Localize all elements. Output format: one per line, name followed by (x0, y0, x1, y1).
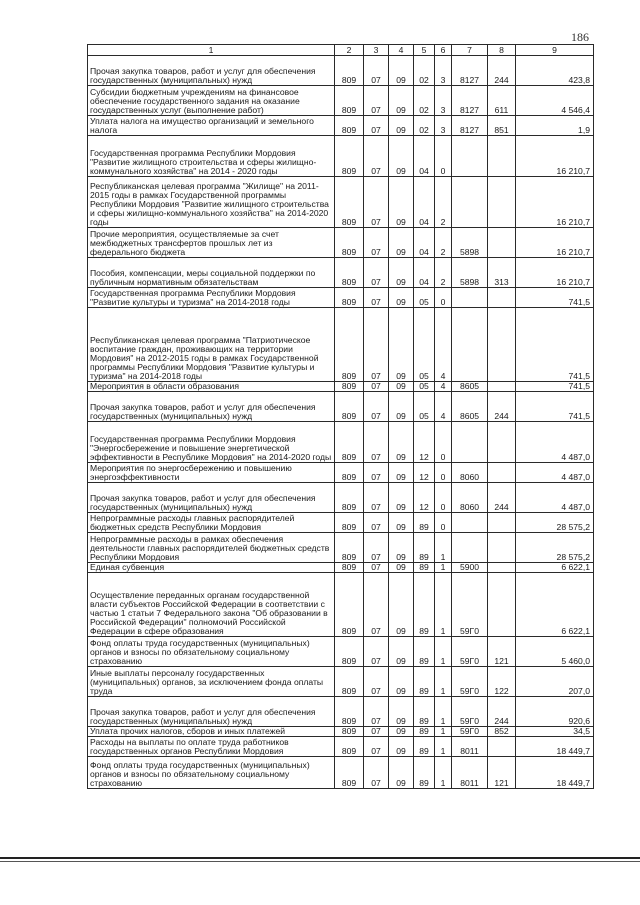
amount-cell: 741,5 (516, 288, 594, 308)
code-cell-3: 07 (364, 56, 389, 86)
code-cell-4: 09 (389, 116, 414, 136)
column-header: 9 (516, 45, 594, 56)
code-cell-5: 04 (414, 136, 435, 177)
code-cell-8: 244 (488, 56, 516, 86)
code-cell-6: 1 (435, 757, 452, 789)
code-cell-6: 1 (435, 727, 452, 737)
row-name-cell: Расходы на выплаты по оплате труда работников государственных органов Республики Мордовия (88, 737, 335, 757)
column-header: 1 (88, 45, 335, 56)
code-cell-8: 121 (488, 637, 516, 667)
code-cell-4: 09 (389, 563, 414, 573)
table-row (88, 513, 594, 533)
code-cell-5: 89 (414, 667, 435, 697)
code-cell-7: 8127 (452, 116, 488, 136)
code-cell-4: 09 (389, 757, 414, 789)
amount-cell: 6 622,1 (516, 563, 594, 573)
amount-cell: 741,5 (516, 308, 594, 382)
code-cell-4: 09 (389, 422, 414, 463)
column-header: 2 (335, 45, 364, 56)
code-cell-3: 07 (364, 667, 389, 697)
page-number: 186 (571, 30, 589, 44)
table-row (88, 392, 594, 422)
row-name-cell: Прочая закупка товаров, работ и услуг для обеспечения государственных (муниципальных) нужд (88, 483, 335, 513)
column-header: 3 (364, 45, 389, 56)
code-cell-6: 1 (435, 637, 452, 667)
row-name-cell: Республиканская целевая программа "Патриотическое воспитание граждан, проживающих на территории Мордовия" на 2012-2015 годы в рамках Государственной программы Республики Мордовия "Развитие культуры и туризма" на 2014-2018 годы (88, 308, 335, 382)
code-cell-2: 809 (335, 382, 364, 392)
code-cell-7: 8011 (452, 757, 488, 789)
table-row (88, 288, 594, 308)
budget-table (87, 44, 594, 789)
code-cell-4: 09 (389, 382, 414, 392)
amount-cell: 6 622,1 (516, 573, 594, 637)
code-cell-6: 0 (435, 422, 452, 463)
row-name-cell: Пособия, компенсации, меры социальной поддержки по публичным нормативным обязательствам (88, 258, 335, 288)
code-cell-4: 09 (389, 667, 414, 697)
code-cell-8 (488, 563, 516, 573)
amount-cell: 4 546,4 (516, 86, 594, 116)
code-cell-3: 07 (364, 737, 389, 757)
code-cell-5: 04 (414, 177, 435, 228)
code-cell-2: 809 (335, 667, 364, 697)
table-row (88, 258, 594, 288)
code-cell-2: 809 (335, 697, 364, 727)
code-cell-5: 89 (414, 737, 435, 757)
code-cell-7: 59Г0 (452, 697, 488, 727)
row-name-cell: Субсидии бюджетным учреждениям на финансовое обеспечение государственного задания на оказание государственных услуг (выполнение работ) (88, 86, 335, 116)
amount-cell: 4 487,0 (516, 422, 594, 463)
row-name-cell: Осуществление переданных органам государственной власти субъектов Российской Федерации в соответствии с частью 1 статьи 7 Федерального закона "Об образовании в Российской Федерации" полномочий Российской Федерации в сфере образования (88, 573, 335, 637)
row-name-cell: Единая субвенция (88, 563, 335, 573)
code-cell-7: 59Г0 (452, 637, 488, 667)
code-cell-7: 8605 (452, 392, 488, 422)
code-cell-3: 07 (364, 727, 389, 737)
column-header: 7 (452, 45, 488, 56)
code-cell-6: 3 (435, 86, 452, 116)
table-row (88, 56, 594, 86)
code-cell-5: 02 (414, 116, 435, 136)
row-name-cell: Государственная программа Республики Мордовия "Развитие культуры и туризма" на 2014-2018 годы (88, 288, 335, 308)
code-cell-8 (488, 177, 516, 228)
code-cell-6: 3 (435, 56, 452, 86)
table-row (88, 136, 594, 177)
code-cell-4: 09 (389, 86, 414, 116)
code-cell-7 (452, 422, 488, 463)
code-cell-2: 809 (335, 637, 364, 667)
amount-cell: 18 449,7 (516, 737, 594, 757)
code-cell-7 (452, 308, 488, 382)
code-cell-7 (452, 513, 488, 533)
code-cell-5: 89 (414, 563, 435, 573)
code-cell-6: 2 (435, 228, 452, 258)
amount-cell: 28 575,2 (516, 513, 594, 533)
table-row (88, 737, 594, 757)
amount-cell: 34,5 (516, 727, 594, 737)
code-cell-8: 851 (488, 116, 516, 136)
code-cell-6: 0 (435, 136, 452, 177)
code-cell-8: 313 (488, 258, 516, 288)
table-row (88, 637, 594, 667)
code-cell-6: 0 (435, 463, 452, 483)
code-cell-6: 2 (435, 258, 452, 288)
code-cell-3: 07 (364, 392, 389, 422)
code-cell-3: 07 (364, 116, 389, 136)
code-cell-8 (488, 288, 516, 308)
code-cell-8 (488, 308, 516, 382)
code-cell-7 (452, 533, 488, 563)
table-row (88, 228, 594, 258)
amount-cell: 741,5 (516, 392, 594, 422)
code-cell-5: 89 (414, 573, 435, 637)
code-cell-8: 244 (488, 697, 516, 727)
code-cell-2: 809 (335, 513, 364, 533)
row-name-cell: Прочая закупка товаров, работ и услуг для обеспечения государственных (муниципальных) нужд (88, 56, 335, 86)
amount-cell: 4 487,0 (516, 463, 594, 483)
code-cell-2: 809 (335, 228, 364, 258)
code-cell-8 (488, 463, 516, 483)
code-cell-7: 8060 (452, 483, 488, 513)
code-cell-8: 122 (488, 667, 516, 697)
code-cell-7 (452, 136, 488, 177)
code-cell-2: 809 (335, 288, 364, 308)
row-name-cell: Иные выплаты персоналу государственных (муниципальных) органов, за исключением фонда оплаты труда (88, 667, 335, 697)
row-name-cell: Прочая закупка товаров, работ и услуг для обеспечения государственных (муниципальных) нужд (88, 697, 335, 727)
table-row (88, 573, 594, 637)
amount-cell: 423,8 (516, 56, 594, 86)
code-cell-5: 89 (414, 533, 435, 563)
code-cell-4: 09 (389, 573, 414, 637)
code-cell-3: 07 (364, 422, 389, 463)
code-cell-7: 8605 (452, 382, 488, 392)
code-cell-6: 0 (435, 483, 452, 513)
code-cell-8: 244 (488, 392, 516, 422)
row-name-cell: Мероприятия в области образования (88, 382, 335, 392)
code-cell-4: 09 (389, 258, 414, 288)
code-cell-3: 07 (364, 513, 389, 533)
code-cell-7: 5898 (452, 258, 488, 288)
code-cell-2: 809 (335, 533, 364, 563)
code-cell-5: 05 (414, 392, 435, 422)
code-cell-2: 809 (335, 258, 364, 288)
code-cell-3: 07 (364, 483, 389, 513)
code-cell-6: 1 (435, 563, 452, 573)
row-name-cell: Мероприятия по энергосбережению и повышению энергоэффективности (88, 463, 335, 483)
amount-cell: 207,0 (516, 667, 594, 697)
code-cell-4: 09 (389, 228, 414, 258)
row-name-cell: Фонд оплаты труда государственных (муниципальных) органов и взносы по обязательному социальному страхованию (88, 637, 335, 667)
code-cell-3: 07 (364, 258, 389, 288)
row-name-cell: Прочие мероприятия, осуществляемые за счет межбюджетных трансфертов прошлых лет из федерального бюджета (88, 228, 335, 258)
code-cell-4: 09 (389, 697, 414, 727)
code-cell-5: 12 (414, 483, 435, 513)
code-cell-6: 2 (435, 177, 452, 228)
code-cell-2: 809 (335, 56, 364, 86)
code-cell-8 (488, 533, 516, 563)
table-row (88, 533, 594, 563)
code-cell-6: 1 (435, 533, 452, 563)
code-cell-3: 07 (364, 136, 389, 177)
code-cell-2: 809 (335, 573, 364, 637)
code-cell-3: 07 (364, 288, 389, 308)
code-cell-7: 59Г0 (452, 727, 488, 737)
code-cell-7: 8127 (452, 56, 488, 86)
code-cell-3: 07 (364, 563, 389, 573)
amount-cell: 16 210,7 (516, 136, 594, 177)
table-row (88, 382, 594, 392)
row-name-cell: Непрограммные расходы главных распорядителей бюджетных средств Республики Мордовия (88, 513, 335, 533)
table-row (88, 727, 594, 737)
code-cell-5: 89 (414, 513, 435, 533)
table-row (88, 463, 594, 483)
code-cell-8 (488, 422, 516, 463)
table-row (88, 177, 594, 228)
code-cell-6: 4 (435, 308, 452, 382)
scan-border-line (0, 861, 640, 862)
code-cell-2: 809 (335, 422, 364, 463)
table-row (88, 667, 594, 697)
code-cell-2: 809 (335, 177, 364, 228)
row-name-cell: Уплата прочих налогов, сборов и иных платежей (88, 727, 335, 737)
code-cell-7: 8060 (452, 463, 488, 483)
amount-cell: 28 575,2 (516, 533, 594, 563)
code-cell-6: 0 (435, 288, 452, 308)
code-cell-7 (452, 288, 488, 308)
amount-cell: 4 487,0 (516, 483, 594, 513)
code-cell-3: 07 (364, 177, 389, 228)
code-cell-5: 89 (414, 697, 435, 727)
code-cell-4: 09 (389, 637, 414, 667)
code-cell-4: 09 (389, 727, 414, 737)
code-cell-5: 89 (414, 637, 435, 667)
code-cell-2: 809 (335, 563, 364, 573)
code-cell-3: 07 (364, 463, 389, 483)
code-cell-8 (488, 737, 516, 757)
table-row (88, 116, 594, 136)
code-cell-2: 809 (335, 463, 364, 483)
code-cell-2: 809 (335, 757, 364, 789)
code-cell-6: 0 (435, 513, 452, 533)
amount-cell: 16 210,7 (516, 258, 594, 288)
code-cell-4: 09 (389, 737, 414, 757)
code-cell-4: 09 (389, 513, 414, 533)
code-cell-8 (488, 382, 516, 392)
code-cell-8 (488, 228, 516, 258)
code-cell-6: 1 (435, 667, 452, 697)
code-cell-3: 07 (364, 308, 389, 382)
code-cell-5: 89 (414, 757, 435, 789)
code-cell-5: 05 (414, 308, 435, 382)
row-name-cell: Непрограммные расходы в рамках обеспечения деятельности главных распорядителей бюджетных средств Республики Мордовия (88, 533, 335, 563)
code-cell-4: 09 (389, 56, 414, 86)
code-cell-2: 809 (335, 116, 364, 136)
amount-cell: 5 460,0 (516, 637, 594, 667)
code-cell-3: 07 (364, 382, 389, 392)
code-cell-7: 5900 (452, 563, 488, 573)
amount-cell: 16 210,7 (516, 177, 594, 228)
code-cell-5: 04 (414, 258, 435, 288)
code-cell-2: 809 (335, 737, 364, 757)
row-name-cell: Уплата налога на имущество организаций и земельного налога (88, 116, 335, 136)
code-cell-5: 02 (414, 86, 435, 116)
code-cell-4: 09 (389, 308, 414, 382)
code-cell-8 (488, 136, 516, 177)
amount-cell: 1,9 (516, 116, 594, 136)
code-cell-3: 07 (364, 228, 389, 258)
code-cell-4: 09 (389, 392, 414, 422)
table-row (88, 757, 594, 789)
code-cell-4: 09 (389, 463, 414, 483)
code-cell-6: 4 (435, 392, 452, 422)
code-cell-8 (488, 573, 516, 637)
amount-cell: 18 449,7 (516, 757, 594, 789)
amount-cell: 16 210,7 (516, 228, 594, 258)
row-name-cell: Государственная программа Республики Мордовия "Энергосбережение и повышение энергетической эффективности в Республике Мордовия" на 2014-2020 годы (88, 422, 335, 463)
table-row (88, 483, 594, 513)
code-cell-5: 89 (414, 727, 435, 737)
code-cell-5: 02 (414, 56, 435, 86)
code-cell-8: 852 (488, 727, 516, 737)
column-header: 8 (488, 45, 516, 56)
code-cell-6: 1 (435, 573, 452, 637)
code-cell-4: 09 (389, 136, 414, 177)
column-header: 4 (389, 45, 414, 56)
code-cell-3: 07 (364, 533, 389, 563)
code-cell-7: 8011 (452, 737, 488, 757)
code-cell-7: 59Г0 (452, 573, 488, 637)
code-cell-7: 8127 (452, 86, 488, 116)
code-cell-3: 07 (364, 757, 389, 789)
code-cell-4: 09 (389, 177, 414, 228)
code-cell-6: 3 (435, 116, 452, 136)
code-cell-2: 809 (335, 392, 364, 422)
code-cell-5: 12 (414, 422, 435, 463)
amount-cell: 741,5 (516, 382, 594, 392)
row-name-cell: Государственная программа Республики Мордовия "Развитие жилищного строительства и сферы жилищно-коммунального хозяйства" на 2014 - 2020 годы (88, 136, 335, 177)
code-cell-4: 09 (389, 533, 414, 563)
row-name-cell: Прочая закупка товаров, работ и услуг для обеспечения государственных (муниципальных) нужд (88, 392, 335, 422)
code-cell-6: 4 (435, 382, 452, 392)
code-cell-2: 809 (335, 483, 364, 513)
code-cell-7 (452, 177, 488, 228)
code-cell-5: 04 (414, 228, 435, 258)
header-row (88, 45, 594, 56)
code-cell-7: 59Г0 (452, 667, 488, 697)
table-row (88, 697, 594, 727)
code-cell-4: 09 (389, 288, 414, 308)
row-name-cell: Фонд оплаты труда государственных (муниципальных) органов и взносы по обязательному социальному страхованию (88, 757, 335, 789)
code-cell-2: 809 (335, 727, 364, 737)
column-header: 6 (435, 45, 452, 56)
code-cell-4: 09 (389, 483, 414, 513)
code-cell-8: 121 (488, 757, 516, 789)
code-cell-3: 07 (364, 86, 389, 116)
table-row (88, 563, 594, 573)
code-cell-5: 05 (414, 382, 435, 392)
code-cell-2: 809 (335, 136, 364, 177)
code-cell-2: 809 (335, 86, 364, 116)
code-cell-6: 1 (435, 697, 452, 727)
code-cell-3: 07 (364, 697, 389, 727)
code-cell-8: 611 (488, 86, 516, 116)
code-cell-6: 1 (435, 737, 452, 757)
table-row (88, 422, 594, 463)
scan-border-line (0, 857, 640, 859)
code-cell-5: 12 (414, 463, 435, 483)
row-name-cell: Республиканская целевая программа "Жилище" на 2011-2015 годы в рамках Государственной программы Республики Мордовия "Развитие жилищного строительства и сферы жилищно-коммунального хозяйства" на 2014-2020 годы (88, 177, 335, 228)
code-cell-3: 07 (364, 637, 389, 667)
code-cell-8: 244 (488, 483, 516, 513)
table-body (88, 56, 594, 789)
amount-cell: 920,6 (516, 697, 594, 727)
code-cell-3: 07 (364, 573, 389, 637)
column-header: 5 (414, 45, 435, 56)
code-cell-2: 809 (335, 308, 364, 382)
table-row (88, 308, 594, 382)
code-cell-7: 5898 (452, 228, 488, 258)
code-cell-5: 05 (414, 288, 435, 308)
table-row (88, 86, 594, 116)
code-cell-8 (488, 513, 516, 533)
